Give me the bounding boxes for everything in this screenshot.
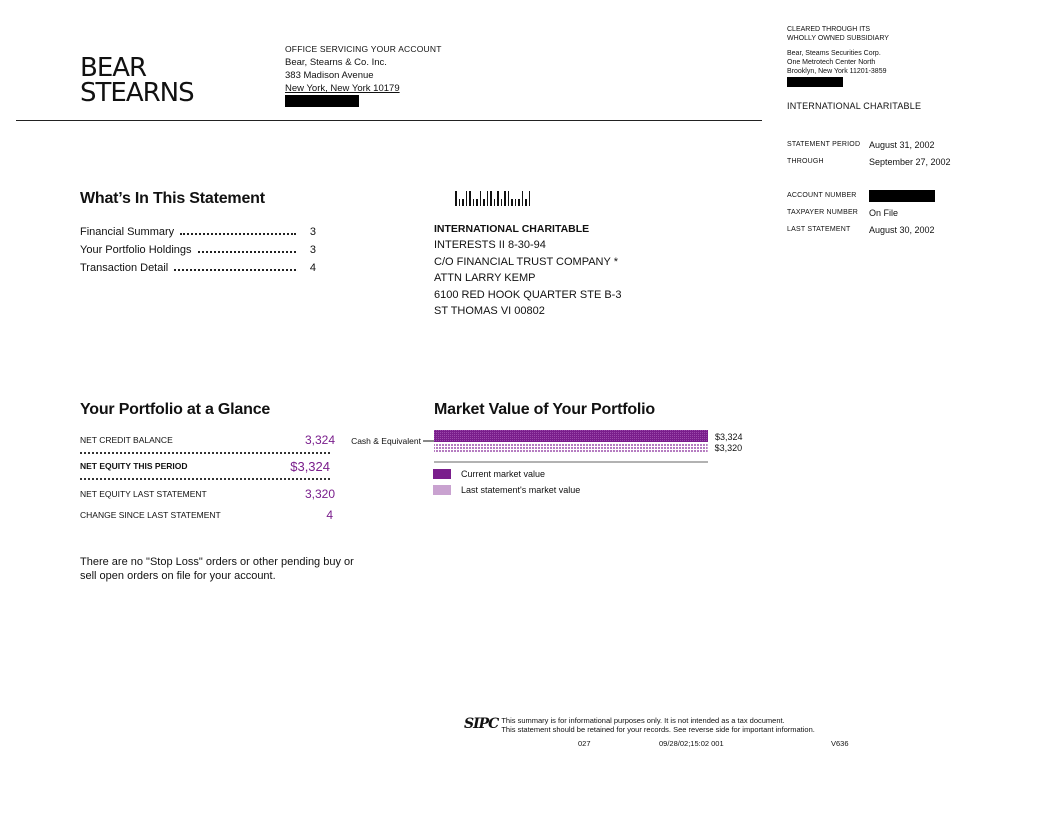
clearing-street: One Metrotech Center North (787, 59, 876, 66)
info-value: On File (869, 207, 899, 218)
address-line: INTERESTS II 8-30-94 (434, 239, 546, 252)
barcode-bar (497, 191, 499, 206)
category-label: Cash & Equivalent (351, 436, 421, 446)
address-line: ST THOMAS VI 00802 (434, 305, 545, 318)
toc-page: 4 (309, 262, 316, 274)
glance-summary (80, 430, 335, 525)
toc-label: Financial Summary (80, 226, 175, 238)
table-of-contents (80, 226, 320, 280)
statement-info (787, 136, 951, 238)
info-value: August 30, 2002 (869, 224, 935, 235)
barcode-bar (462, 199, 464, 206)
barcode-bar (466, 191, 468, 206)
bear-stearns-logo (80, 53, 194, 108)
barcode-bar (501, 199, 503, 206)
dotted-divider (80, 452, 330, 454)
barcode-bar (522, 191, 524, 206)
info-row (787, 187, 951, 204)
info-label: TAXPAYER NUMBER (787, 209, 859, 216)
legend-label: Last statement's market value (461, 485, 581, 495)
footer (464, 716, 815, 734)
barcode-bar (483, 199, 485, 206)
legend-swatch-current (433, 469, 451, 479)
redacted-block (285, 95, 359, 107)
barcode-bar (525, 199, 527, 206)
barcode-bar (529, 191, 531, 206)
footer-line-2: This statement should be retained for your records. See reverse side for important information. (501, 725, 815, 734)
info-row (787, 153, 951, 170)
barcode-bar (487, 191, 489, 206)
toc-page: 3 (309, 244, 316, 256)
toc-item[interactable] (80, 244, 320, 262)
mailing-address (434, 221, 621, 319)
info-label: ACCOUNT NUMBER (787, 192, 857, 199)
address-line: 6100 RED HOOK QUARTER STE B-3 (434, 288, 622, 301)
sipc-logo: SIPC (464, 716, 499, 732)
glance-value: 3,324 (304, 433, 335, 447)
footer-code-1: 027 (578, 739, 591, 748)
glance-label: NET CREDIT BALANCE (80, 435, 173, 445)
clearing-firm (787, 25, 889, 90)
open-orders-note: There are no "Stop Loss" orders or other pending buy or sell open orders on file for your account. (80, 556, 354, 582)
bar-last-statement-value (434, 443, 708, 452)
glance-value: $3,324 (290, 458, 330, 474)
glance-row (80, 430, 335, 450)
office-street: 383 Madison Avenue (285, 70, 374, 81)
barcode-bar (494, 199, 496, 206)
barcode-bar (473, 199, 475, 206)
clearing-city: Brooklyn, New York 11201-3859 (787, 68, 887, 75)
glance-row (80, 456, 335, 476)
address-line: C/O FINANCIAL TRUST COMPANY * (434, 255, 618, 268)
toc-leader (174, 262, 296, 271)
info-row (787, 221, 951, 238)
barcode-bar (511, 199, 513, 206)
clearing-name: Bear, Steams Securities Corp. (787, 50, 881, 57)
toc-leader (198, 244, 297, 253)
info-row (787, 204, 951, 221)
barcode-bar (518, 199, 520, 206)
chart-legend (433, 466, 580, 498)
clearing-label-1: CLEARED THROUGH ITS (787, 26, 871, 33)
bar-current-value (434, 430, 708, 442)
address-line: ATTN LARRY KEMP (434, 272, 536, 285)
legend-item (433, 482, 580, 498)
account-name: INTERNATIONAL CHARITABLE (787, 101, 922, 111)
barcode-bar (490, 191, 492, 206)
glance-label: CHANGE SINCE LAST STATEMENT (80, 510, 221, 520)
barcode-bar (469, 191, 471, 206)
clearing-label-2: WHOLLY OWNED SUBSIDIARY (787, 35, 889, 42)
info-row (787, 136, 951, 153)
info-value (869, 187, 951, 204)
office-name: Bear, Stearns & Co. Inc. (285, 57, 387, 68)
footer-line-1: This summary is for informational purposes only. It is not intended as a tax document. (501, 716, 785, 725)
info-label: LAST STATEMENT (787, 226, 851, 233)
glance-row (80, 505, 335, 525)
glance-title: Your Portfolio at a Glance (80, 401, 271, 418)
toc-label: Transaction Detail (80, 262, 169, 274)
legend-label: Current market value (461, 469, 546, 479)
toc-label: Your Portfolio Holdings (80, 244, 192, 256)
info-label: THROUGH (787, 158, 824, 165)
toc-page: 3 (309, 226, 316, 238)
bar-data-label: $3,324 (715, 432, 743, 442)
redacted-account-number (869, 190, 935, 202)
office-label: OFFICE SERVICING YOUR ACCOUNT (285, 44, 442, 54)
glance-value: 4 (326, 508, 333, 522)
info-label: STATEMENT PERIOD (787, 141, 861, 148)
barcode-bar (459, 199, 461, 206)
redacted-block (787, 77, 843, 87)
info-value: August 31, 2002 (869, 139, 935, 150)
toc-leader (180, 226, 296, 235)
toc-item[interactable] (80, 262, 320, 280)
footer-code-3: V636 (831, 739, 849, 748)
barcode-bar (508, 191, 510, 206)
legend-item (433, 466, 580, 482)
glance-value: 3,320 (304, 487, 335, 501)
glance-label: NET EQUITY THIS PERIOD (80, 461, 188, 471)
logo-line-1: BEAR (80, 53, 147, 83)
barcode-bar (504, 191, 506, 206)
office-address (285, 43, 442, 111)
glance-row (80, 484, 335, 504)
footer-code-2: 09/28/02;15:02 001 (659, 739, 724, 748)
barcode-bar (455, 191, 457, 206)
barcode-bar (476, 199, 478, 206)
dotted-divider (80, 478, 330, 480)
office-city: New York, New York 10179 (285, 83, 400, 94)
market-title: Market Value of Your Portfolio (434, 401, 656, 418)
barcode-bar (480, 191, 482, 206)
address-line: INTERNATIONAL CHARITABLE (434, 223, 590, 235)
info-value: September 27, 2002 (869, 156, 951, 167)
toc-item[interactable] (80, 226, 320, 244)
contents-title: What’s In This Statement (80, 190, 265, 207)
legend-swatch-last (433, 485, 451, 495)
bar-data-label: $3,320 (714, 443, 743, 453)
barcode-bar (515, 199, 517, 206)
header-divider (16, 120, 762, 121)
glance-label: NET EQUITY LAST STATEMENT (80, 489, 207, 499)
postal-barcode (455, 190, 530, 206)
logo-line-2: STEARNS (80, 78, 194, 108)
